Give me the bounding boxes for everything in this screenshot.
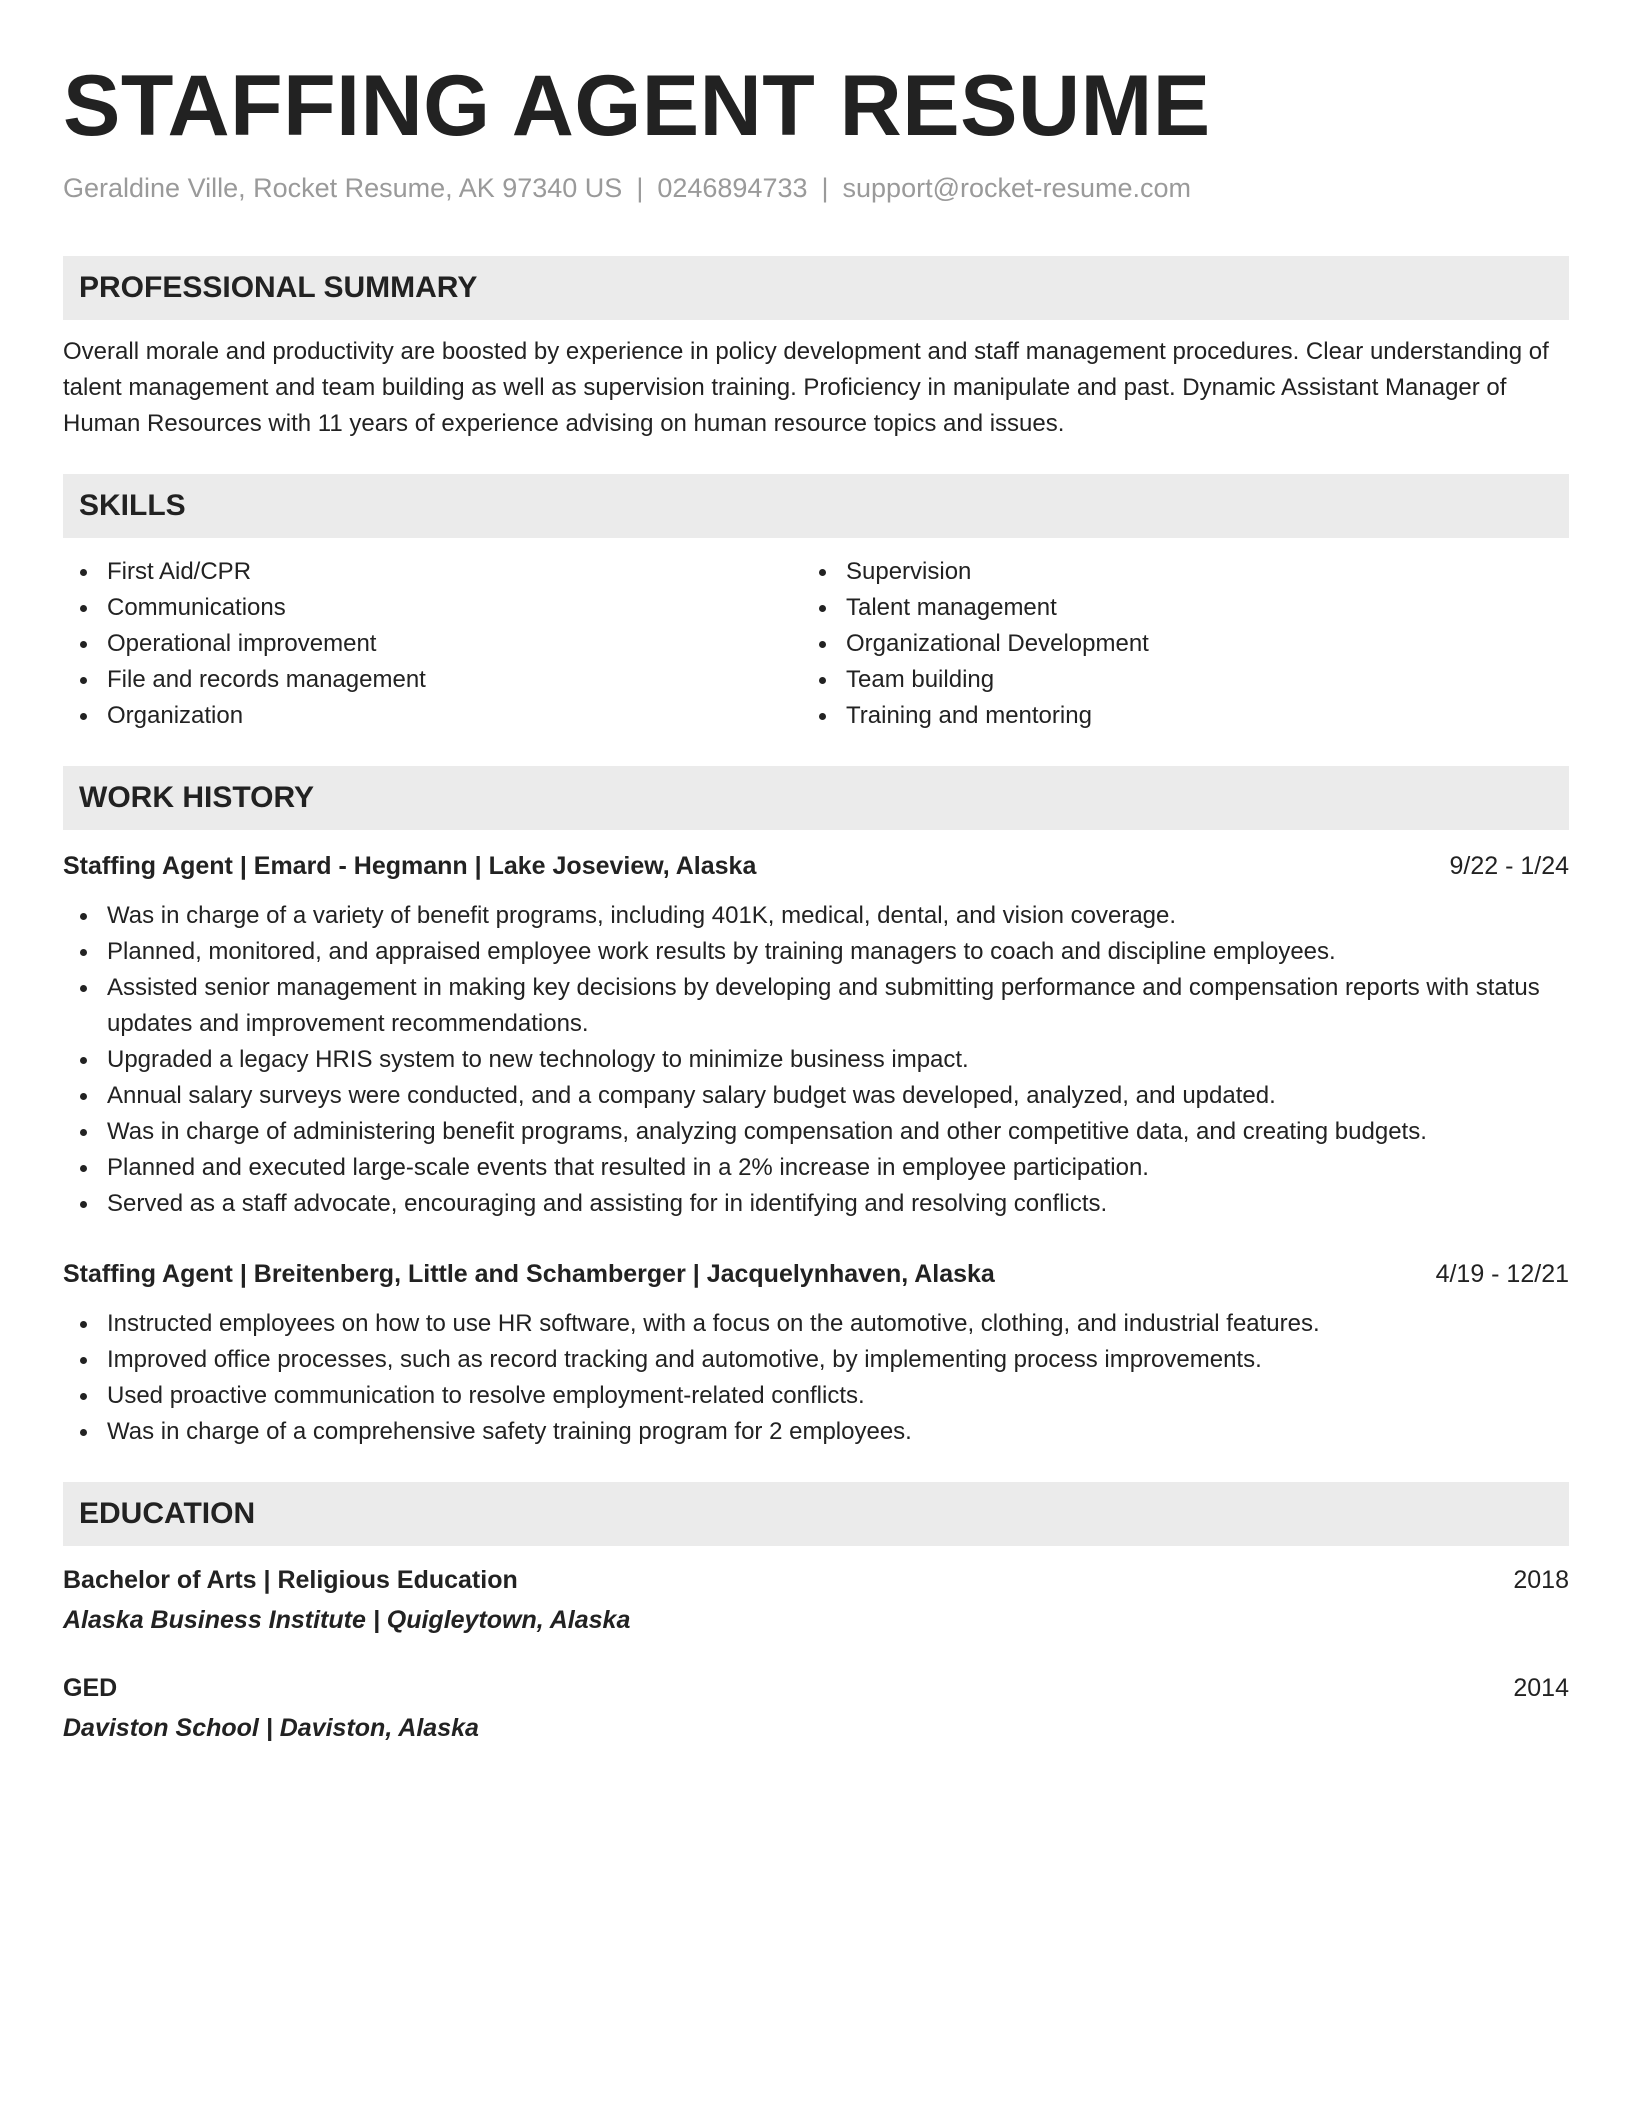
bullet-icon	[80, 1429, 87, 1436]
skill-item	[63, 662, 816, 698]
bullet-icon	[819, 641, 826, 648]
job-dates: 4/19 - 12/21	[1435, 1260, 1569, 1288]
skill-label: Talent management	[846, 594, 1057, 621]
section-header-summary: PROFESSIONAL SUMMARY	[63, 256, 1569, 320]
education-entry	[63, 1562, 1569, 1638]
bullet-icon	[819, 605, 826, 612]
bullet-icon	[80, 949, 87, 956]
job-bullet-text: Annual salary surveys were conducted, and a company salary budget was developed, analyzed, and updated.	[107, 1082, 1276, 1109]
education-degree: Bachelor of Arts | Religious Education	[63, 1566, 518, 1594]
job-bullet	[63, 934, 1569, 970]
skill-item	[816, 590, 1569, 626]
education-heading	[63, 1670, 1569, 1706]
education-year: 2014	[1513, 1674, 1569, 1702]
section-header-work-history: WORK HISTORY	[63, 766, 1569, 830]
job-bullet-text: Upgraded a legacy HRIS system to new technology to minimize business impact.	[107, 1046, 969, 1073]
bullet-icon	[80, 1321, 87, 1328]
job-bullet-text: Served as a staff advocate, encouraging and assisting for in identifying and resolving conflicts.	[107, 1190, 1108, 1217]
skills-column-right	[816, 554, 1569, 734]
bullet-icon	[819, 677, 826, 684]
education-heading	[63, 1562, 1569, 1598]
job-bullet	[63, 970, 1569, 1042]
summary-text: Overall morale and productivity are boosted by experience in policy development and staff management procedures. Clear understanding of talent management and team building as well as supervision training. Proficiency in manipulate and past. Dynamic Assistant Manager of Human Resources with 11 years of experience advising on human resource topics and issues.	[63, 338, 1549, 437]
education-entry	[63, 1670, 1569, 1746]
job-bullet-text: Instructed employees on how to use HR software, with a focus on the automotive, clothing, and industrial features.	[107, 1310, 1320, 1337]
skill-label: Operational improvement	[107, 630, 377, 657]
job-bullet-text: Was in charge of a variety of benefit programs, including 401K, medical, dental, and vision coverage.	[107, 902, 1177, 929]
contact-separator: |	[821, 173, 829, 203]
skill-item	[63, 626, 816, 662]
bullet-icon	[80, 677, 87, 684]
bullet-icon	[80, 641, 87, 648]
bullet-icon	[80, 1393, 87, 1400]
bullet-icon	[819, 569, 826, 576]
job-bullets	[63, 898, 1569, 1222]
job-bullet	[63, 1042, 1569, 1078]
job-bullet-text: Used proactive communication to resolve employment-related conflicts.	[107, 1382, 865, 1409]
job-bullet	[63, 1414, 1569, 1450]
job-bullet	[63, 1306, 1569, 1342]
skill-label: Organizational Development	[846, 630, 1149, 657]
job-bullet-text: Improved office processes, such as record tracking and automotive, by implementing process improvements.	[107, 1346, 1262, 1373]
job-bullet-text: Was in charge of a comprehensive safety training program for 2 employees.	[107, 1418, 912, 1445]
bullet-icon	[80, 569, 87, 576]
job-bullet-text: Planned and executed large-scale events that resulted in a 2% increase in employee participation.	[107, 1154, 1149, 1181]
resume-title: STAFFING AGENT RESUME	[63, 58, 1211, 154]
job-bullet-text: Was in charge of administering benefit programs, analyzing compensation and other competitive data, and creating budgets.	[107, 1118, 1427, 1145]
bullet-icon	[80, 1057, 87, 1064]
skill-label: Team building	[846, 666, 995, 693]
education-year: 2018	[1513, 1566, 1569, 1594]
job-bullet	[63, 1342, 1569, 1378]
skill-item	[63, 698, 816, 734]
job-bullets	[63, 1306, 1569, 1450]
section-header-education: EDUCATION	[63, 1482, 1569, 1546]
skill-item	[63, 590, 816, 626]
skill-label: Training and mentoring	[846, 702, 1092, 729]
skill-label: File and records management	[107, 666, 426, 693]
job-bullet-text: Assisted senior management in making key decisions by developing and submitting performance and compensation reports with status updates and improvement recommendations.	[107, 974, 1540, 1037]
contact-phone: 0246894733	[657, 173, 808, 203]
job-entry	[63, 1256, 1569, 1450]
contact-separator: |	[636, 173, 644, 203]
section-header-skills: SKILLS	[63, 474, 1569, 538]
bullet-icon	[80, 713, 87, 720]
education-degree: GED	[63, 1674, 118, 1702]
bullet-icon	[80, 1165, 87, 1172]
contact-email: support@rocket-resume.com	[842, 173, 1192, 203]
bullet-icon	[80, 1201, 87, 1208]
bullet-icon	[80, 605, 87, 612]
skill-item	[816, 698, 1569, 734]
skill-item	[816, 626, 1569, 662]
job-dates: 9/22 - 1/24	[1449, 852, 1569, 880]
bullet-icon	[80, 1129, 87, 1136]
skill-item	[816, 554, 1569, 590]
job-bullet	[63, 1150, 1569, 1186]
bullet-icon	[80, 913, 87, 920]
job-bullet	[63, 1078, 1569, 1114]
job-entry	[63, 848, 1569, 1222]
job-title: Staffing Agent | Breitenberg, Little and Schamberger | Jacquelynhaven, Alaska	[63, 1260, 995, 1288]
skill-label: Organization	[107, 702, 244, 729]
job-heading	[63, 848, 1569, 884]
education-school: Alaska Business Institute | Quigleytown, Alaska	[63, 1606, 631, 1634]
bullet-icon	[819, 713, 826, 720]
skills-list	[63, 554, 1569, 734]
skills-column-left	[63, 554, 816, 734]
job-bullet	[63, 898, 1569, 934]
skill-label: Communications	[107, 594, 286, 621]
job-bullet	[63, 1114, 1569, 1150]
contact-line	[63, 170, 1569, 206]
bullet-icon	[80, 1357, 87, 1364]
job-title: Staffing Agent | Emard - Hegmann | Lake Joseview, Alaska	[63, 852, 757, 880]
education-school: Daviston School | Daviston, Alaska	[63, 1714, 479, 1742]
job-bullet-text: Planned, monitored, and appraised employee work results by training managers to coach and discipline employees.	[107, 938, 1336, 965]
job-heading	[63, 1256, 1569, 1292]
skill-item	[816, 662, 1569, 698]
contact-address: Geraldine Ville, Rocket Resume, AK 97340 US	[63, 173, 623, 203]
skill-item	[63, 554, 816, 590]
bullet-icon	[80, 985, 87, 992]
job-bullet	[63, 1186, 1569, 1222]
skill-label: Supervision	[846, 558, 972, 585]
skill-label: First Aid/CPR	[107, 558, 252, 585]
job-bullet	[63, 1378, 1569, 1414]
bullet-icon	[80, 1093, 87, 1100]
